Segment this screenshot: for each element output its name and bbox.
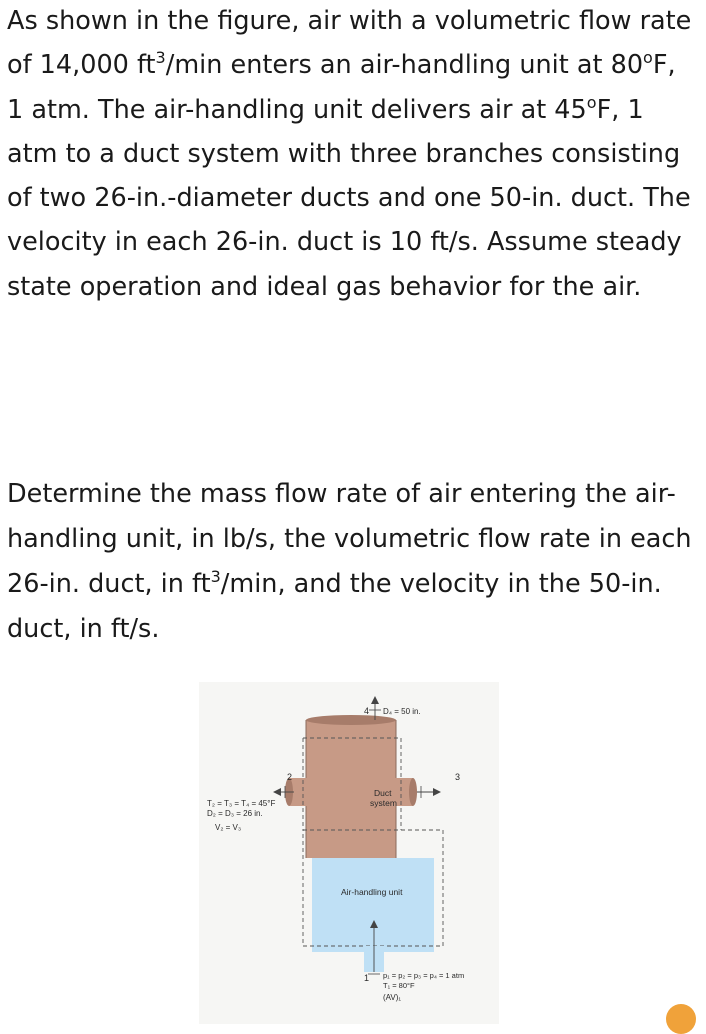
state-2-label: 2 — [287, 772, 293, 782]
bottom-condition-line1: p₁ = p₂ = p₃ = p₄ = 1 atm — [383, 971, 465, 980]
state-3-label: 3 — [455, 772, 461, 782]
floating-action-button[interactable] — [666, 1004, 696, 1034]
bottom-condition-line2: T₁ = 80°F — [383, 981, 415, 990]
duct-label-line1: Duct — [374, 788, 392, 798]
question-statement — [7, 472, 697, 652]
arrow-head-icon — [371, 696, 379, 704]
air-handling-unit — [312, 858, 434, 952]
d4-label: D₄ = 50 in. — [383, 707, 421, 716]
problem-statement — [7, 0, 697, 309]
degree-symbol: o — [643, 48, 653, 68]
problem-text: F, 1 atm to a duct system with three branches consisting of two 26-in.-diameter ducts and one 50-in. duct. The velocity in each 26-in. duct is 10 ft/s. Assume steady state operation and ideal gas behavior for the air. — [7, 94, 691, 302]
arrow-head-icon — [273, 788, 281, 796]
duct-opening — [306, 715, 396, 725]
superscript: 3 — [155, 48, 166, 68]
left-condition-line1: T₂ = T₃ = T₄ = 45°F — [207, 799, 276, 808]
bottom-condition-line3: (AV)₁ — [383, 993, 402, 1002]
left-condition-line2: D₂ = D₃ = 26 in. — [207, 809, 263, 818]
degree-symbol: o — [586, 92, 597, 112]
duct-system-figure — [199, 682, 499, 1024]
problem-text: /min enters an air-handling unit at 80 — [165, 50, 644, 81]
arrow-head-icon — [433, 788, 441, 796]
question-text: /min, and the velocity in the 50-in. duct, in ft/s. — [7, 569, 662, 644]
left-condition-line3: V₂ = V₃ — [215, 823, 242, 832]
duct-diagram — [199, 682, 499, 1024]
problem-text: As shown in the figure, air with a volumetric flow rate of 14,000 ft — [7, 6, 692, 81]
superscript: 3 — [210, 567, 221, 586]
state-4-label: 4 — [364, 706, 370, 716]
problem-text: F, 1 atm. The air-handling unit delivers air at 45 — [7, 50, 676, 125]
question-text: Determine the mass flow rate of air entering the air-handling unit, in lb/s, the volumetric flow rate in each 26-in. duct, in ft — [7, 479, 692, 599]
ahu-label: Air-handling unit — [341, 887, 403, 897]
right-branch-opening — [409, 778, 417, 806]
duct-label-line2: system — [370, 798, 397, 808]
state-1-label: 1 — [364, 973, 370, 983]
